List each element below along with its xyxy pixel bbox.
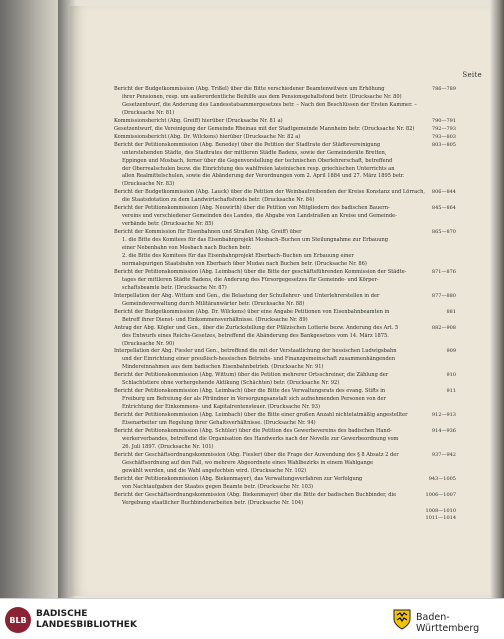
table-of-contents	[114, 86, 454, 523]
toc-entry-line: Bericht der Petitionskommission (Abg. Biekenmayer), das Verwaltungsverfahren zur Verfolgung	[114, 475, 363, 482]
toc-entry-line: 2. die Bitte des Komitees für das Eisenbahnprojekt Eberbach–Buchen um Erbauung einer	[122, 253, 354, 260]
toc-entry	[114, 476, 454, 492]
toc-entry-line: normalspurigen Staatsbahn von Eberbach über Mudau nach Buchen betr. (Drucksache Nr. 86)	[122, 260, 367, 267]
toc-entry-line: Schlachtstiere ohne vorhergehende Aktikung (Schächten) betr. (Drucksache Nr. 92)	[122, 380, 340, 387]
toc-entry-line: verbände betr. (Drucksache Nr. 85)	[122, 221, 214, 228]
toc-entry	[114, 309, 454, 325]
toc-entry	[114, 348, 454, 372]
toc-entry	[114, 189, 454, 205]
toc-entry-line: ihrer Pensionen, resp. um außerordentliche Beihilfe aus dem Pensionsgehaltsfond betr. (Drucksache Nr. 80)	[122, 93, 402, 100]
toc-entry-line: der Oberrealschulen bezw. die Einrichtung des wahlfreien lateinischen resp. griechischen Unterrichts an	[122, 165, 395, 172]
toc-entry-line: Bericht der Budgetkommission (Abg. Lauck) über die Petition der Weinbautreibenden der Kreise Konstanz und Lörrach,	[114, 189, 425, 196]
toc-entry-line: Gesetzentwurf, die Änderung des Landesstatsammergesetzes betr. – Nach den Beschlüssen der Ersten Kammer. –	[122, 101, 417, 108]
toc-entry-line: Gemeindeverwaltung durch Militäranwärter betr. (Drucksache Nr. 88)	[122, 300, 305, 307]
toc-entry-line: des Entwurfs eines Reichs-Gesetzes, betreffend die Abänderung des Bankgesetzes vom 14. März 1875.	[122, 332, 389, 339]
toc-entry	[114, 492, 454, 508]
page-range: 786—789	[431, 86, 456, 92]
toc-entry-line: Betreff ihrer Dienst- und Einkommensverhältnisse. (Drucksache Nr. 89)	[122, 316, 308, 323]
toc-entry-line: Interpellation der Abg. Wittum und Gen., die Belastung der Schullehrer- und Unterlehrerstellen in der	[114, 292, 380, 299]
toc-entry	[114, 452, 454, 476]
toc-entry-line: Bericht der Petitionskommission (Abg. Leimbach) über die Bitte einer großen Anzahl nichtetatmäßig angestellter	[114, 412, 408, 419]
state-name: Baden-Württemberg	[416, 612, 480, 634]
toc-entry	[114, 205, 454, 229]
page-range: 1006—1007	[425, 491, 456, 498]
toc-entry	[114, 515, 454, 523]
toc-entry-line: vereins und verschiedener Gemeinden des Landes, die Abgabe von Landstraßen an Kreise und Gemeinde-	[122, 213, 397, 220]
toc-entry-line: Bericht der Petitionskommission (Abg. Neuwirth) über die Petition von Mitgliedern des badischen Bauern-	[114, 205, 390, 212]
page-range: 790—791	[431, 117, 456, 124]
toc-entry-line: Interpellation der Abg. Fiesler und Gen., betreffend die mit der Verstaatlichung der hessischen Ludwigsbahn	[114, 348, 397, 355]
toc-entry-line: Bericht der Petitionskommission (Abg. Leimbach) über die Bitte der geschäftsführenden Kommission der Städte-	[114, 268, 407, 275]
toc-entry	[114, 142, 454, 190]
toc-entry-line: einer Nebenbahn von Mosbach nach Buchen betr.	[122, 245, 252, 252]
page-range: 911	[446, 388, 456, 395]
page-range: 882—908	[431, 324, 456, 331]
library-name	[36, 609, 137, 631]
page-range: 881	[446, 308, 456, 315]
toc-entry-line: Bericht der Petitionskommission (Abg. Wittum) über die Petition mehrerer Ortsschreiner, die Zählung der	[114, 372, 389, 379]
toc-entry-spacer	[114, 515, 454, 523]
toc-entry-line: Antrag der Abg. Kögler und Gen., über die Zurückstellung der Pfälzischen Lotterie bezw. Änderung des Art. 5	[114, 324, 399, 331]
toc-entry-line: 1. die Bitte des Komitees für das Eisenbahnprojekt Mosbach–Buchen um Steilungnahme zur Erbauung	[122, 237, 389, 244]
toc-entry-line: 26. Juli 1897. (Drucksache Nr. 101)	[122, 443, 214, 450]
toc-entry	[114, 293, 454, 309]
page-range: 845—864	[431, 205, 456, 212]
toc-entry	[114, 428, 454, 452]
toc-entry-line: Kommissionsbericht (Abg. Dr. Wilckens) hierüber (Drucksache Nr. 82 a)	[114, 133, 301, 140]
page-range: 914—936	[431, 427, 456, 434]
page-range: 877—880	[431, 292, 456, 299]
toc-entry	[114, 126, 454, 134]
page-range: 912—913	[431, 412, 456, 419]
toc-entry-line: Geschäftsordnung auf den Fall, wo mehrere Abgeordnete eines Wahlbezirks in einem Wahlgange	[122, 459, 374, 466]
page-range: 865—870	[431, 229, 456, 236]
page-edge	[490, 0, 504, 598]
toc-entry-line: Bericht der Kommission für Eisenbahnen und Straßen (Abg. Greiff) über	[114, 229, 302, 236]
library-name-line2: LANDESBIBLIOTHEK	[36, 620, 137, 630]
toc-entry-line: Entrichtung der Einkommens- und Kapitalrentensteuer. (Drucksache Nr. 93)	[122, 404, 320, 411]
toc-entry-line: Freiburg um Befreiung der als Pfründner in Versorgungsanstalt sich aufnehmenden Personen von der	[122, 396, 386, 403]
toc-entry-line: die Staatsdotation zu dem Landwirtschaftsfonds betr. (Drucksache Nr. 84)	[122, 197, 315, 204]
page-range: 792—793	[431, 125, 456, 132]
toc-entry-line: Mindereinnahmen aus dem badischen Eisenbahnbetrieb. (Drucksache Nr. 91)	[122, 364, 324, 371]
toc-entry	[114, 508, 454, 516]
toc-entry-line: Eppingen und Mosbach, ferner über die Gegenvorstellung der technischen Oberlehrerschaft, betreffend	[122, 157, 393, 164]
toc-entry	[114, 269, 454, 293]
toc-entry-line: Bericht der Petitionskommission (Abg. Leimbach) über die Bitte des Verwaltungsrats des evang. Stifts in	[114, 388, 386, 395]
toc-entry-line: Bericht der Budgetkommission (Abg. Dr. Wilckens) über eine Angabe Petitionen von Eisenbahnbeamten in	[114, 308, 390, 315]
toc-entry-line: Eisenarbeiter um Regelung ihrer Gehaltsverhältnisse. (Drucksache Nr. 94)	[122, 420, 316, 427]
toc-entry-line: Vergebung staatlicher Buchbinderarbeiten betr. (Drucksache Nr. 104)	[122, 499, 304, 506]
page-range: 943—1005	[428, 475, 456, 482]
page-range: 1008—1010	[425, 507, 456, 514]
toc-entry	[114, 229, 454, 269]
toc-entry-line: Bericht der Budgetkommission (Abg. Trißel) über die Bitte verschiedener Beamtenwitwen um Erhöhung	[114, 86, 385, 92]
toc-entry-line: Kommissionsbericht (Abg. Greiff) hierüber (Drucksache Nr. 81 a)	[114, 117, 283, 124]
toc-entry-line: tages der mittleren Städte Badens, die Änderung des Fürsorgegesetzes für Gemeinde- und Körper-	[122, 276, 379, 283]
toc-entry	[114, 388, 454, 412]
page-column-header: Seite	[462, 71, 482, 79]
toc-entry-line: von Nachtaufgaben der Staates gegen Beamte betr. (Drucksache Nr. 103)	[122, 483, 314, 490]
toc-entry-line: (Drucksache Nr. 90)	[122, 340, 175, 347]
toc-entry-line: Bericht der Geschäftsordnungskommission (Abg. Fiesler) über die Frage der Auwendung des § 8 Absatz 2 der	[114, 451, 399, 458]
toc-entry-line: gewählt werden, und die Wahl angefochten wird. (Drucksache Nr. 102)	[122, 467, 307, 474]
toc-entry-line: allen Realmittelschulen, sowie die Abänderung der Verordnungen vom 2. April 1884 und 27. März 1895 betr.	[122, 173, 405, 180]
page-range: 793—803	[431, 133, 456, 140]
toc-entry-line: werkerverbandes, betreffend die Organisation des Handwerks nach der Novelle zur Gewerbeordnung vom	[122, 435, 399, 442]
toc-entry-line: (Drucksache Nr. 81)	[122, 109, 175, 116]
toc-entry	[114, 412, 454, 428]
footer-bar	[0, 598, 504, 639]
toc-entry-line: Bericht der Geschäftsordnungskommission (Abg. Biekenmayer) über die Bitte der badischen Buchbinder, die	[114, 491, 397, 498]
page-range: 910	[446, 372, 456, 379]
toc-entry	[114, 325, 454, 349]
toc-entry	[114, 372, 454, 388]
toc-entry-line: Bericht der Petitionskommission (Abg. Benedey) über die Petition der Stadtrate der Städtevereinigung	[114, 141, 381, 148]
page-range: 803—805	[431, 141, 456, 148]
toc-entry-line: (Drucksache Nr. 83)	[122, 181, 175, 188]
toc-entry-line: Bericht der Petitionskommission (Abg. Schüler) über die Petition des Gewerbevereins des badischen Hand-	[114, 427, 392, 434]
blb-logo-icon: BLB	[5, 607, 31, 633]
toc-entry	[114, 118, 454, 126]
page-range: 806—844	[431, 189, 456, 196]
toc-entry-line: schaftsbeamte betr. (Drucksache Nr. 87)	[122, 284, 227, 291]
bw-crest-icon	[392, 607, 412, 631]
toc-entry-spacer	[114, 508, 454, 516]
toc-entry	[114, 134, 454, 142]
toc-entry-line: und der Einrichtung einer preußisch-hessischen Betriebs- und Finanzgemeinschaft zusammenhängenden	[122, 356, 396, 363]
toc-entry-line: unterstehenden Städte, des Stadtrates der mittleren Städte Badens, sowie der Gemeinderäte Bretten,	[122, 149, 387, 156]
page-range: 937—942	[431, 451, 456, 458]
page-range: 909	[446, 348, 456, 355]
toc-entry-line: Gesetzentwurf, die Vereinigung der Gemeinde Rheinau mit der Stadtgemeinde Mannheim betr. (Drucksache Nr. 82)	[114, 125, 415, 132]
page-range: 871—876	[431, 268, 456, 275]
toc-entry	[114, 86, 454, 118]
page-range: 1011—1014	[425, 515, 456, 522]
library-name-line1: BADISCHE	[36, 609, 88, 619]
